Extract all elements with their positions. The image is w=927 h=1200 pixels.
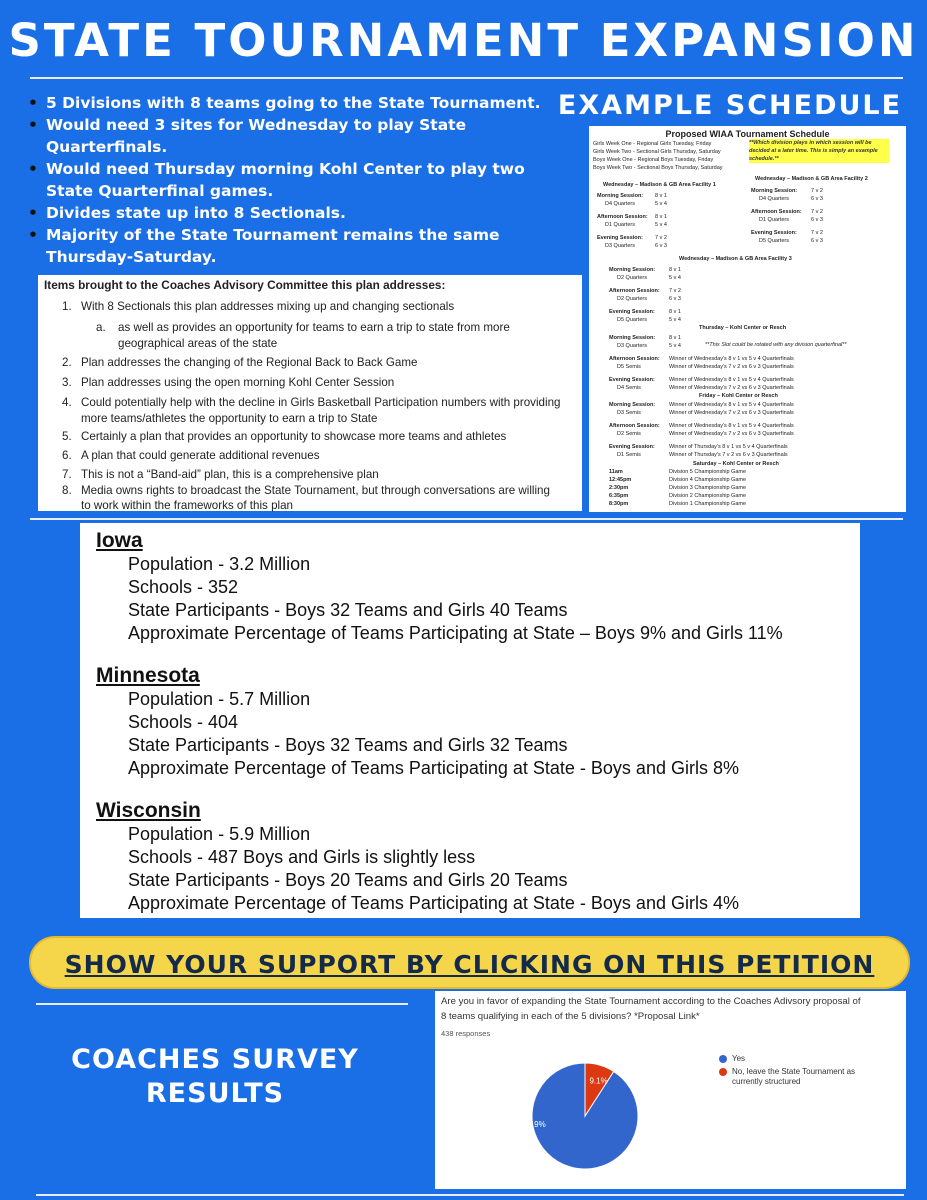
item-number: 8. xyxy=(62,484,72,497)
week-line: Girls Week One - Regional Girls Tuesday, Friday xyxy=(593,141,712,147)
schedule-session: D3 Quarters xyxy=(617,343,647,349)
schedule-matchup: Winner of Wednesday's 7 v 2 vs 6 v 3 Quarterfinals xyxy=(669,385,794,391)
schedule-matchup: 6 v 3 xyxy=(669,296,681,302)
schedule-matchup: Winner of Wednesday's 7 v 2 vs 6 v 3 Quarterfinals xyxy=(669,431,794,437)
page-title: STATE TOURNAMENT EXPANSION xyxy=(8,14,919,67)
schedule-matchup: 8 v 1 xyxy=(669,267,681,273)
schedule-matchup: Division 5 Championship Game xyxy=(669,469,747,475)
state-line: Population - 5.9 Million xyxy=(128,824,311,844)
schedule-matchup: 7 v 2 xyxy=(669,288,681,294)
facility1-heading: Wednesday – Madison & GB Area Facility 1 xyxy=(603,182,716,188)
schedule-session: Morning Session: xyxy=(609,402,656,408)
schedule-matchup: 7 v 2 xyxy=(811,188,823,194)
schedule-matchup: 5 v 4 xyxy=(669,343,681,349)
schedule-matchup: 6 v 3 xyxy=(811,196,823,202)
state-line: Schools - 487 Boys and Girls is slightly less xyxy=(128,847,476,867)
item-number: 6. xyxy=(62,449,72,462)
schedule-session: Morning Session: xyxy=(609,267,656,273)
friday-heading: Friday – Kohl Center or Resch xyxy=(699,393,778,399)
state-line: Approximate Percentage of Teams Participating at State – Boys 9% and Girls 11% xyxy=(128,623,783,643)
schedule-title: Proposed WIAA Tournament Schedule xyxy=(665,129,830,139)
schedule-session: D2 Quarters xyxy=(617,296,647,302)
state-line: Approximate Percentage of Teams Participating at State - Boys and Girls 4% xyxy=(128,893,739,913)
schedule-session: 2:30pm xyxy=(609,485,629,491)
state-line: Population - 3.2 Million xyxy=(128,554,311,574)
schedule-session: Afternoon Session: xyxy=(609,356,660,362)
schedule-session: Evening Session: xyxy=(597,235,643,241)
schedule-matchup: 6 v 3 xyxy=(655,243,667,249)
item-number: 4. xyxy=(62,396,72,409)
bullet-item: • Majority of the State Tournament remains the same Thursday-Saturday. xyxy=(22,224,567,268)
pie-chart xyxy=(435,991,906,1189)
schedule-session: D1 Semis xyxy=(617,452,641,458)
item-number: 2. xyxy=(62,356,72,369)
response-count: 438 responses xyxy=(441,1029,491,1038)
bullet-item: • Would need 3 sites for Wednesday to play State Quarterfinals. xyxy=(22,114,567,158)
item-text: Plan addresses the changing of the Regional Back to Back Game xyxy=(81,356,418,369)
schedule-session: Morning Session: xyxy=(609,335,656,341)
legend-label-no: No, leave the State Tournament as xyxy=(732,1067,856,1076)
schedule-matchup: 5 v 4 xyxy=(655,222,667,228)
survey-heading-line: COACHES SURVEY xyxy=(71,1044,359,1075)
schedule-matchup: Division 1 Championship Game xyxy=(669,501,747,507)
item-text: This is not a “Band-aid” plan, this is a comprehensive plan xyxy=(81,468,379,481)
schedule-session: 11am xyxy=(609,469,623,475)
item-number: 7. xyxy=(62,468,72,481)
schedule-matchup: Winner of Wednesday's 7 v 2 vs 6 v 3 Quarterfinals xyxy=(669,410,794,416)
schedule-panel xyxy=(589,126,906,512)
schedule-note: **Which division plays in which session will be decided at a later time. This is simply an example schedule.** xyxy=(749,139,889,163)
week-line: Boys Week Two - Sectional Boys Thursday, Saturday xyxy=(593,165,723,171)
state-line: Schools - 352 xyxy=(128,577,239,597)
week-line: Boys Week One - Regional Boys Tuesday, Friday xyxy=(593,157,714,163)
saturday-heading: Saturday – Kohl Center or Resch xyxy=(693,461,779,467)
section-divider xyxy=(30,518,903,520)
pie-label-no: 9.1% xyxy=(589,1076,608,1086)
item-number: 3. xyxy=(62,376,72,389)
state-line: Schools - 404 xyxy=(128,712,239,732)
facility3-heading: Wednesday – Madison & GB Area Facility 3 xyxy=(679,256,792,262)
survey-question: 8 teams qualifying in each of the 5 divisions? *Proposal Link* xyxy=(441,1011,700,1022)
state-name: Wisconsin xyxy=(96,799,201,822)
schedule-matchup: 7 v 2 xyxy=(811,230,823,236)
schedule-matchup: 7 v 2 xyxy=(811,209,823,215)
survey-heading-line: RESULTS xyxy=(145,1078,285,1109)
schedule-matchup: Winner of Wednesday's 7 v 2 vs 6 v 3 Quarterfinals xyxy=(669,364,794,370)
state-line: Approximate Percentage of Teams Participating at State - Boys and Girls 8% xyxy=(128,758,739,778)
schedule-session: 6:35pm xyxy=(609,493,629,499)
schedule-session: Afternoon Session: xyxy=(597,214,648,220)
state-line: State Participants - Boys 20 Teams and Girls 20 Teams xyxy=(128,870,568,890)
schedule-matchup: Division 2 Championship Game xyxy=(669,493,747,499)
item-text: With 8 Sectionals this plan addresses mixing up and changing sectionals xyxy=(81,300,455,313)
schedule-session: D3 Quarters xyxy=(605,243,635,249)
schedule-matchup: 7 v 2 xyxy=(655,235,667,241)
item-text: to work within the frameworks of this plan xyxy=(81,499,293,512)
schedule-matchup: 8 v 1 xyxy=(655,214,667,220)
schedule-session: Evening Session: xyxy=(609,444,655,450)
schedule-session: D4 Semis xyxy=(617,385,641,391)
summary-bullets xyxy=(22,92,567,268)
item-text: Plan addresses using the open morning Kohl Center Session xyxy=(81,376,395,389)
schedule-matchup: 8 v 1 xyxy=(669,309,681,315)
bullet-item: • 5 Divisions with 8 teams going to the State Tournament. xyxy=(22,92,567,114)
schedule-matchup: 8 v 1 xyxy=(655,193,667,199)
item-number: 1. xyxy=(62,300,72,313)
item-text: Media owns rights to broadcast the State Tournament, but through conversations are willing xyxy=(81,484,550,497)
schedule-matchup: 5 v 4 xyxy=(669,317,681,323)
survey-question: Are you in favor of expanding the State Tournament according to the Coaches Adivsory proposal of xyxy=(441,996,861,1007)
week-line: Girls Week Two - Sectional Girls Thursday, Saturday xyxy=(593,149,721,155)
schedule-session: D2 Quarters xyxy=(617,275,647,281)
state-line: State Participants - Boys 32 Teams and Girls 32 Teams xyxy=(128,735,568,755)
title-divider xyxy=(30,77,903,79)
schedule-matchup: Winner of Wednesday's 8 v 1 vs 5 v 4 Quarterfinals xyxy=(669,356,794,362)
item-number: 5. xyxy=(62,430,72,443)
item-text: Certainly a plan that provides an opportunity to showcase more teams and athletes xyxy=(81,430,507,443)
pie-label-yes: 90.9% xyxy=(523,1120,546,1129)
committee-heading: Items brought to the Coaches Advisory Committee this plan addresses: xyxy=(44,278,446,292)
schedule-session: Morning Session: xyxy=(597,193,644,199)
legend-dot-no xyxy=(719,1068,727,1076)
schedule-session: D3 Semis xyxy=(617,410,641,416)
item-text: geographical areas of the state xyxy=(118,337,278,350)
schedule-session: 12:45pm xyxy=(609,477,632,483)
schedule-matchup: Winner of Thursday's 8 v 1 vs 5 v 4 Quarterfinals xyxy=(669,444,788,450)
schedule-matchup: Division 4 Championship Game xyxy=(669,477,747,483)
bullet-item: • Would need Thursday morning Kohl Center to play two State Quarterfinal games. xyxy=(22,158,567,202)
schedule-matchup: 5 v 4 xyxy=(655,201,667,207)
example-schedule-heading: EXAMPLE SCHEDULE xyxy=(557,90,903,121)
item-number: a. xyxy=(96,321,106,334)
item-text: Could potentially help with the decline in Girls Basketball Participation numbers with providing xyxy=(81,396,561,409)
schedule-session: D5 Quarters xyxy=(617,317,647,323)
state-line: State Participants - Boys 32 Teams and Girls 40 Teams xyxy=(128,600,568,620)
state-name: Minnesota xyxy=(96,664,200,687)
schedule-matchup: Winner of Wednesday's 8 v 1 vs 5 v 4 Quarterfinals xyxy=(669,402,794,408)
survey-heading xyxy=(38,1043,392,1111)
schedule-session: Afternoon Session: xyxy=(751,209,802,215)
schedule-session: Morning Session: xyxy=(751,188,798,194)
schedule-matchup: Winner of Wednesday's 8 v 1 vs 5 v 4 Quarterfinals xyxy=(669,377,794,383)
item-text: more teams/athletes the opportunity to earn a trip to State xyxy=(81,412,378,425)
schedule-session: Evening Session: xyxy=(751,230,797,236)
schedule-session: D5 Quarters xyxy=(759,238,789,244)
schedule-session: D5 Semis xyxy=(617,364,641,370)
facility2-heading: Wednesday – Madison & GB Area Facility 2 xyxy=(755,176,868,182)
schedule-matchup: Division 3 Championship Game xyxy=(669,485,747,491)
thursday-note: **This Slot could be rotated with any division quarterfinal** xyxy=(705,342,847,348)
bottom-divider xyxy=(36,1194,904,1196)
state-line: Population - 5.7 Million xyxy=(128,689,311,709)
bullet-item: • Divides state up into 8 Sectionals. xyxy=(22,202,567,224)
survey-results-card xyxy=(435,991,906,1189)
schedule-matchup: 5 v 4 xyxy=(669,275,681,281)
schedule-session: D1 Quarters xyxy=(605,222,635,228)
legend-dot-yes xyxy=(719,1055,727,1063)
schedule-session: Afternoon Session: xyxy=(609,423,660,429)
state-comparison-panel xyxy=(80,523,860,918)
schedule-session: Evening Session: xyxy=(609,309,655,315)
survey-divider xyxy=(36,1003,408,1005)
schedule-session: D4 Quarters xyxy=(605,201,635,207)
petition-button[interactable]: SHOW YOUR SUPPORT BY CLICKING ON THIS PETITION xyxy=(29,936,910,989)
schedule-session: D1 Quarters xyxy=(759,217,789,223)
thursday-heading: Thursday – Kohl Center or Resch xyxy=(699,325,787,331)
schedule-session: Afternoon Session: xyxy=(609,288,660,294)
legend-label-no-cont: currently structured xyxy=(732,1077,801,1086)
schedule-matchup: 6 v 3 xyxy=(811,238,823,244)
item-text: as well as provides an opportunity for teams to earn a trip to state from more xyxy=(118,321,510,334)
legend-label-yes: Yes xyxy=(732,1054,746,1063)
schedule-matchup: Winner of Wednesday's 8 v 1 vs 5 v 4 Quarterfinals xyxy=(669,423,794,429)
item-text: A plan that could generate additional revenues xyxy=(81,449,320,462)
committee-items-panel xyxy=(38,275,582,511)
schedule-matchup: Winner of Thursday's 7 v 2 vs 6 v 3 Quarterfinals xyxy=(669,452,788,458)
schedule-session: D2 Semis xyxy=(617,431,641,437)
schedule-session: D4 Quarters xyxy=(759,196,789,202)
schedule-session: Evening Session: xyxy=(609,377,655,383)
schedule-matchup: 8 v 1 xyxy=(669,335,681,341)
schedule-session: 8:30pm xyxy=(609,501,629,507)
state-name: Iowa xyxy=(96,529,143,552)
schedule-matchup: 6 v 3 xyxy=(811,217,823,223)
